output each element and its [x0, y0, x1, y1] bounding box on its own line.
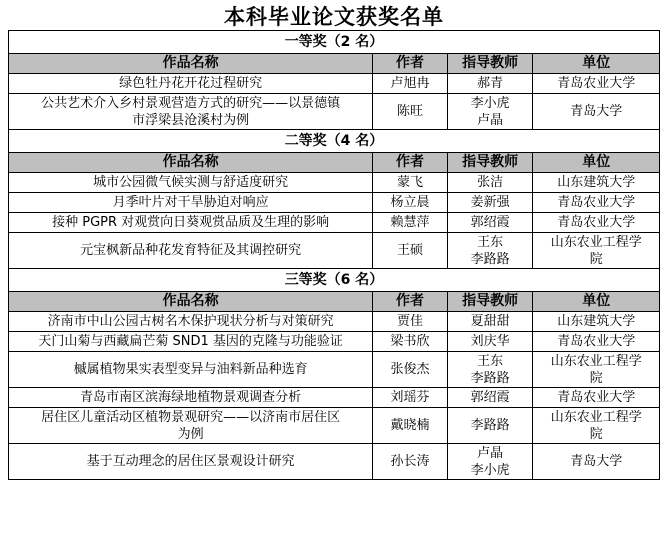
unit-cell: [533, 408, 660, 444]
prize-heading-row: [9, 31, 660, 54]
unit-cell-line: 青岛农业大学: [557, 215, 636, 230]
advisor-cell: [447, 94, 533, 130]
unit-cell: [533, 213, 660, 233]
header-work: 作品名称: [9, 153, 373, 173]
header-advisor: 指导教师: [447, 153, 533, 173]
unit-cell-line: 院: [589, 426, 603, 442]
work-title-cell: [9, 332, 373, 352]
advisor-cell-line: 李路路: [470, 370, 510, 386]
advisor-cell: [447, 233, 533, 269]
advisor-cell-line: 郭绍霞: [470, 215, 510, 230]
table-row: [9, 193, 660, 213]
work-title-cell: [9, 94, 373, 130]
advisor-cell-line: 郭绍霞: [470, 390, 510, 405]
author-cell: 卢旭冉: [373, 74, 447, 94]
unit-cell-line: 山东农业工程学: [550, 409, 642, 425]
unit-cell: [533, 444, 660, 480]
header-work: 作品名称: [9, 292, 373, 312]
advisor-cell-line: 刘庆华: [470, 334, 510, 349]
table-row: [9, 332, 660, 352]
unit-cell: [533, 332, 660, 352]
unit-cell-line: 青岛农业大学: [557, 195, 636, 210]
advisor-cell-line: 李小虎: [470, 95, 510, 111]
work-title-cell-line: 为例: [177, 426, 204, 442]
header-advisor: 指导教师: [447, 54, 533, 74]
work-title-cell: [9, 74, 373, 94]
work-title-cell: [9, 388, 373, 408]
table-row: [9, 173, 660, 193]
author-cell: 梁书欣: [373, 332, 447, 352]
work-title-cell-line: 槭属植物果实表型变异与油料新品种选育: [73, 362, 308, 377]
header-advisor: 指导教师: [447, 292, 533, 312]
advisor-cell: [447, 312, 533, 332]
table-row: [9, 312, 660, 332]
header-work: 作品名称: [9, 54, 373, 74]
prize-heading-row: [9, 269, 660, 292]
unit-cell: [533, 173, 660, 193]
advisor-cell-line: 张洁: [477, 175, 504, 190]
advisor-cell: [447, 193, 533, 213]
table-row: [9, 408, 660, 444]
column-header-row: [9, 292, 660, 312]
unit-cell: [533, 74, 660, 94]
table-row: [9, 94, 660, 130]
work-title-cell-line: 接种 PGPR 对观赏向日葵观赏品质及生理的影响: [52, 215, 330, 230]
author-cell: 陈旺: [373, 94, 447, 130]
advisor-cell: [447, 352, 533, 388]
prize-heading: 一等奖（2 名）: [9, 31, 660, 54]
award-table: [8, 30, 660, 480]
column-header-row: [9, 54, 660, 74]
advisor-cell: [447, 213, 533, 233]
work-title-cell-line: 青岛市南区滨海绿地植物景观调查分析: [80, 390, 302, 405]
work-title-cell-line: 天门山菊与西藏扁芒菊 SND1 基因的克隆与功能验证: [38, 334, 343, 349]
document-title: 本科毕业论文获奖名单: [224, 5, 444, 29]
table-row: [9, 233, 660, 269]
advisor-cell-line: 卢晶: [477, 112, 504, 128]
header-unit: 单位: [533, 153, 660, 173]
advisor-cell: [447, 332, 533, 352]
work-title-cell: [9, 312, 373, 332]
unit-cell: [533, 193, 660, 213]
header-unit: 单位: [533, 292, 660, 312]
unit-cell-line: 院: [589, 251, 603, 267]
advisor-cell-line: 郝青: [477, 76, 504, 91]
author-cell: 戴晓楠: [373, 408, 447, 444]
table-row: [9, 74, 660, 94]
work-title-cell-line: 居住区儿童活动区植物景观研究——以济南市居住区: [41, 409, 341, 425]
prize-heading-row: [9, 130, 660, 153]
work-title-cell: [9, 408, 373, 444]
unit-cell-line: 山东农业工程学: [550, 353, 642, 369]
work-title-cell-line: 公共艺术介入乡村景观营造方式的研究——以景德镇: [41, 95, 341, 111]
column-header-row: [9, 153, 660, 173]
advisor-cell: [447, 444, 533, 480]
author-cell: 杨立晨: [373, 193, 447, 213]
work-title-cell: [9, 213, 373, 233]
unit-cell-line: 青岛农业大学: [557, 334, 636, 349]
unit-cell: [533, 388, 660, 408]
header-unit: 单位: [533, 54, 660, 74]
header-author: 作者: [373, 292, 447, 312]
advisor-cell: [447, 408, 533, 444]
work-title-cell-line: 基于互动理念的居住区景观设计研究: [86, 454, 295, 469]
unit-cell-line: 院: [589, 370, 603, 386]
advisor-cell: [447, 173, 533, 193]
advisor-cell-line: 王东: [477, 353, 504, 369]
author-cell: 张俊杰: [373, 352, 447, 388]
advisor-cell-line: 李路路: [470, 251, 510, 267]
author-cell: 孙长涛: [373, 444, 447, 480]
header-author: 作者: [373, 54, 447, 74]
table-row: [9, 352, 660, 388]
work-title-cell: [9, 173, 373, 193]
unit-cell: [533, 233, 660, 269]
author-cell: 贾佳: [373, 312, 447, 332]
award-table-body: [9, 31, 660, 480]
prize-heading: 三等奖（6 名）: [9, 269, 660, 292]
advisor-cell-line: 王东: [477, 234, 504, 250]
author-cell: 刘瑶芬: [373, 388, 447, 408]
author-cell: 蒙飞: [373, 173, 447, 193]
work-title-cell: [9, 193, 373, 213]
unit-cell: [533, 94, 660, 130]
unit-cell: [533, 312, 660, 332]
author-cell: 赖慧萍: [373, 213, 447, 233]
header-author: 作者: [373, 153, 447, 173]
table-row: [9, 213, 660, 233]
unit-cell-line: 青岛农业大学: [557, 76, 636, 91]
work-title-cell-line: 月季叶片对干旱胁迫对响应: [112, 195, 269, 210]
work-title-cell-line: 绿色牡丹花开花过程研究: [119, 76, 263, 91]
work-title-cell: [9, 233, 373, 269]
work-title-cell-line: 元宝枫新品种花发育特征及其调控研究: [80, 243, 302, 258]
unit-cell-line: 青岛大学: [570, 104, 623, 119]
work-title-cell-line: 城市公园微气候实测与舒适度研究: [93, 175, 289, 190]
table-row: [9, 444, 660, 480]
prize-heading: 二等奖（4 名）: [9, 130, 660, 153]
work-title-cell-line: 济南市中山公园古树名木保护现状分析与对策研究: [47, 314, 334, 329]
work-title-cell-line: 市浮梁县沧溪村为例: [132, 112, 250, 128]
advisor-cell-line: 夏甜甜: [470, 314, 510, 329]
table-row: [9, 388, 660, 408]
work-title-cell: [9, 444, 373, 480]
unit-cell: [533, 352, 660, 388]
unit-cell-line: 青岛农业大学: [557, 390, 636, 405]
advisor-cell-line: 卢晶: [477, 445, 504, 461]
advisor-cell-line: 姜新强: [470, 195, 510, 210]
advisor-cell-line: 李小虎: [470, 462, 510, 478]
author-cell: 王硕: [373, 233, 447, 269]
advisor-cell-line: 李路路: [470, 418, 510, 433]
unit-cell-line: 山东建筑大学: [557, 314, 636, 329]
advisor-cell: [447, 74, 533, 94]
unit-cell-line: 山东建筑大学: [557, 175, 636, 190]
work-title-cell: [9, 352, 373, 388]
unit-cell-line: 山东农业工程学: [550, 234, 642, 250]
unit-cell-line: 青岛大学: [570, 454, 623, 469]
advisor-cell: [447, 388, 533, 408]
